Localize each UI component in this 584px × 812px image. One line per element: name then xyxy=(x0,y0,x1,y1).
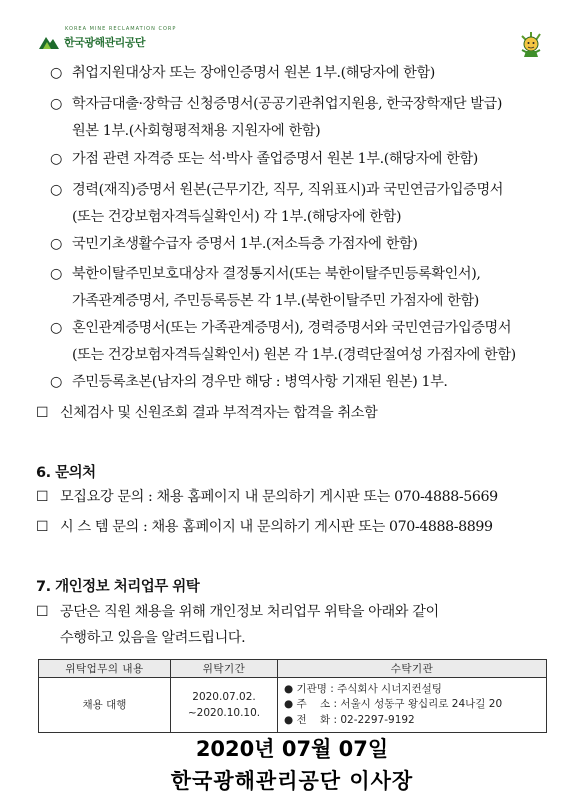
circle-bullet: ○ xyxy=(50,182,62,198)
cancel-note-text: 신체검사 및 신원조회 결과 부적격자는 합격을 취소함 xyxy=(60,405,378,421)
section-7-title: 7. 개인정보 처리업무 위탁 xyxy=(36,579,200,595)
column-header-task: 위탁업무의 내용 xyxy=(39,660,171,678)
document-item xyxy=(50,178,503,229)
agency-cell xyxy=(278,678,547,733)
agency-phone: ● 전 화 : 02-2297-9192 xyxy=(284,713,415,726)
contact-item-text: 시 스 템 문의 : 채용 홈페이지 내 문의하기 게시판 또는 070-4888-8899 xyxy=(60,519,493,535)
period-start: 2020.07.02. xyxy=(192,691,256,703)
table-header-row xyxy=(39,660,547,678)
document-item xyxy=(50,92,502,143)
checkbox-bullet: ☐ xyxy=(36,604,49,620)
column-header-agency: 수탁기관 xyxy=(278,660,547,678)
page-header xyxy=(0,0,584,58)
circle-bullet: ○ xyxy=(50,96,62,112)
logo-text: 한국광해관리공단 xyxy=(64,36,146,49)
document-item xyxy=(50,370,447,394)
agency-name: ● 기관명 : 주식회사 시너지컨설팅 xyxy=(284,682,442,695)
document-item-text: 북한이탈주민보호대상자 결정통지서(또는 북한이탈주민등록확인서), xyxy=(72,266,481,282)
issue-date: 2020년 07월 07일 xyxy=(195,737,389,761)
table-row xyxy=(39,678,547,733)
circle-bullet: ○ xyxy=(50,266,62,282)
document-item xyxy=(50,316,516,367)
checkbox-bullet: ☐ xyxy=(36,405,49,421)
circle-bullet: ○ xyxy=(50,320,62,336)
section-6-title: 6. 문의처 xyxy=(36,465,96,481)
document-item xyxy=(50,262,480,313)
document-item-text: 학자금대출·장학금 신청증명서(공공기관취업지원용, 한국장학재단 발급) xyxy=(72,96,502,112)
consign-notice-continuation: 수행하고 있음을 알려드립니다. xyxy=(60,630,246,646)
circle-bullet: ○ xyxy=(50,374,62,390)
cancel-note xyxy=(36,401,377,425)
document-item-continuation: (또는 건강보험자격득실확인서) 원본 각 1부.(경력단절여성 가점자에 한함) xyxy=(72,347,516,363)
circle-bullet: ○ xyxy=(50,65,62,81)
task-cell: 채용 대행 xyxy=(39,678,171,733)
checkbox-bullet: ☐ xyxy=(36,519,49,535)
column-header-period: 위탁기간 xyxy=(171,660,278,678)
document-item-continuation: (또는 건강보험자격득실확인서) 각 1부.(해당자에 한함) xyxy=(72,209,402,225)
checkbox-bullet: ☐ xyxy=(36,489,49,505)
logo-subtext: KOREA MINE RECLAMATION CORP xyxy=(65,26,177,32)
document-item xyxy=(50,147,478,171)
document-item-continuation: 가족관계증명서, 주민등록등본 각 1부.(북한이탈주민 가점자에 한함) xyxy=(72,293,479,309)
document-item-text: 가점 관련 자격증 또는 석·박사 졸업증명서 원본 1부.(해당자에 한함) xyxy=(72,151,478,167)
issuer-signature: 한국광해관리공단 이사장 xyxy=(170,769,414,793)
consignment-table xyxy=(38,659,547,733)
agency-address: ● 주 소 : 서울시 성동구 왕십리로 24나길 20 xyxy=(284,698,503,711)
mascot-icon xyxy=(516,30,546,58)
document-item-text: 경력(재직)증명서 원본(근무기간, 직무, 직위표시)과 국민연금가입증명서 xyxy=(72,182,504,198)
document-item-text: 국민기초생활수급자 증명서 1부.(저소득층 가점자에 한함) xyxy=(72,236,418,252)
document-item-text: 취업지원대상자 또는 장애인증명서 원본 1부.(해당자에 한함) xyxy=(72,65,435,81)
contact-item xyxy=(36,515,493,539)
document-item-text: 주민등록초본(남자의 경우만 해당 : 병역사항 기재된 원본) 1부. xyxy=(72,374,448,390)
consign-notice xyxy=(36,600,439,650)
period-end: ~2020.10.10. xyxy=(187,707,261,719)
contact-item-text: 모집요강 문의 : 채용 홈페이지 내 문의하기 게시판 또는 070-4888-5669 xyxy=(60,489,498,505)
logo-mountain-icon xyxy=(38,34,60,50)
organization-logo xyxy=(38,26,177,50)
document-item xyxy=(50,61,435,85)
contact-item xyxy=(36,485,498,509)
circle-bullet: ○ xyxy=(50,236,62,252)
document-item xyxy=(50,232,417,256)
period-cell xyxy=(171,678,278,733)
document-item-text: 혼인관계증명서(또는 가족관계증명서), 경력증명서와 국민연금가입증명서 xyxy=(72,320,512,336)
circle-bullet: ○ xyxy=(50,151,62,167)
document-item-continuation: 원본 1부.(사회형평적채용 지원자에 한함) xyxy=(72,123,321,139)
consign-notice-text: 공단은 직원 채용을 위해 개인정보 처리업무 위탁을 아래와 같이 xyxy=(60,604,439,620)
